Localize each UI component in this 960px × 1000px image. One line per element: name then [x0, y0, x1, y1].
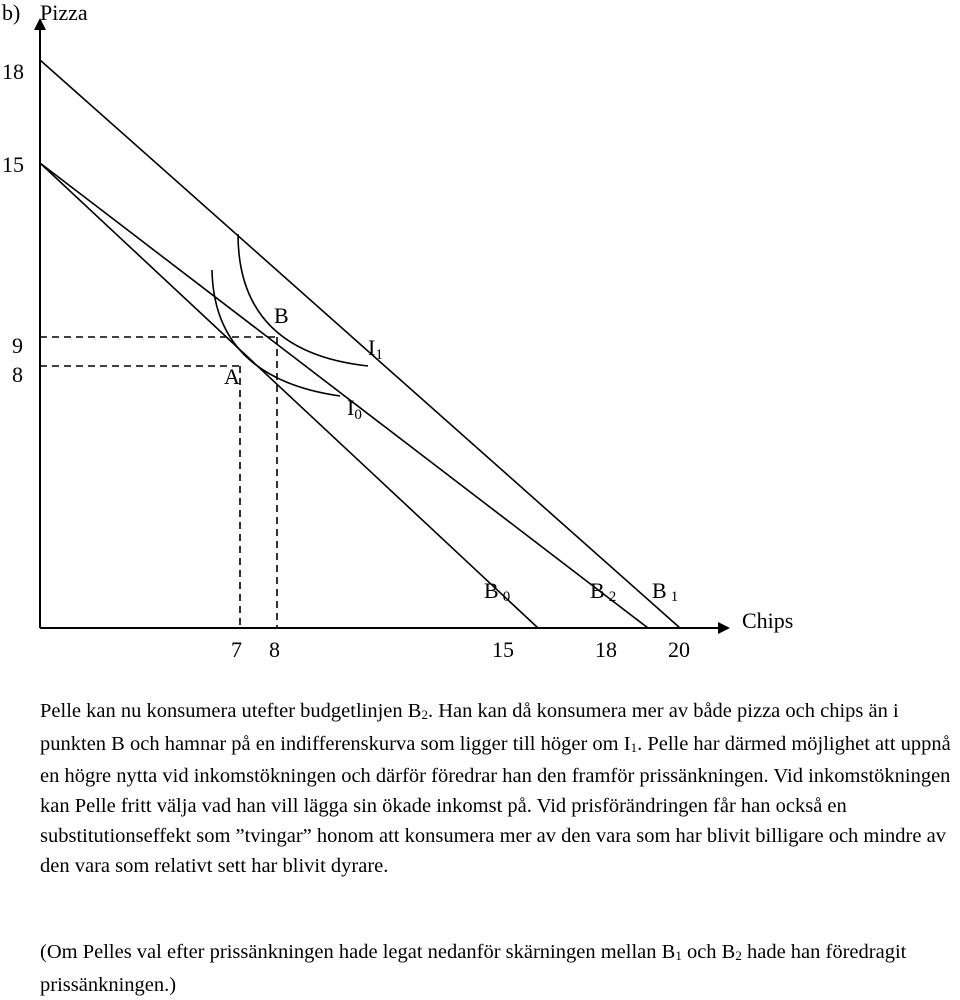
curve-i1-label: I1 [368, 335, 383, 363]
line-b2-label: B 2 [590, 578, 617, 605]
line-b0-label: B 0 [484, 578, 511, 605]
y-tick-18: 18 [2, 59, 24, 84]
x-tick-7: 7 [231, 637, 242, 662]
explanation-paragraph: Pelle kan nu konsumera utefter budgetlinjen $B_2$. Han kan då konsumera mer av både pizza och chips än i punkten B och hamnar på en indifferenskurva som ligger till höger om $I_1$. Pelle har därmed möjlighet att uppnå en högre nytta vid inkomstökningen och därför föredrar han den framför prissänkningen. Vid inkomstökningen kan Pelle fritt välja vad han vill lägga sin ökade inkomst på. Vid prisförändringen får han också en substitutionseffekt som ”tvingar” honom att konsumera mer av den vara som har blivit billigare och mindre av den vara som relativt sett har blivit dyrare. [40, 700, 951, 877]
note-paragraph: (Om Pelles val efter prissänkningen hade legat nedanför skärningen mellan $B_1$ och $B_2$ hade han föredragit prissänkningen.) [40, 941, 907, 996]
budget-line-b0 [40, 163, 538, 628]
point-b-label: B [274, 303, 289, 328]
budget-line-b1 [40, 60, 680, 628]
budget-line-b2 [40, 163, 648, 628]
y-tick-8: 8 [12, 362, 23, 387]
x-axis-label: Chips [742, 608, 794, 633]
y-axis-label: Pizza [40, 0, 88, 25]
curve-i0-label: I0 [347, 395, 362, 423]
y-tick-15: 15 [2, 152, 24, 177]
x-tick-8: 8 [269, 637, 280, 662]
part-label: b) [2, 0, 21, 25]
x-tick-18: 18 [595, 637, 617, 662]
line-b1-label: B 1 [652, 578, 679, 605]
y-tick-9: 9 [12, 333, 23, 358]
x-tick-15: 15 [492, 637, 514, 662]
point-a-label: A [224, 364, 240, 389]
x-tick-20: 20 [668, 637, 690, 662]
